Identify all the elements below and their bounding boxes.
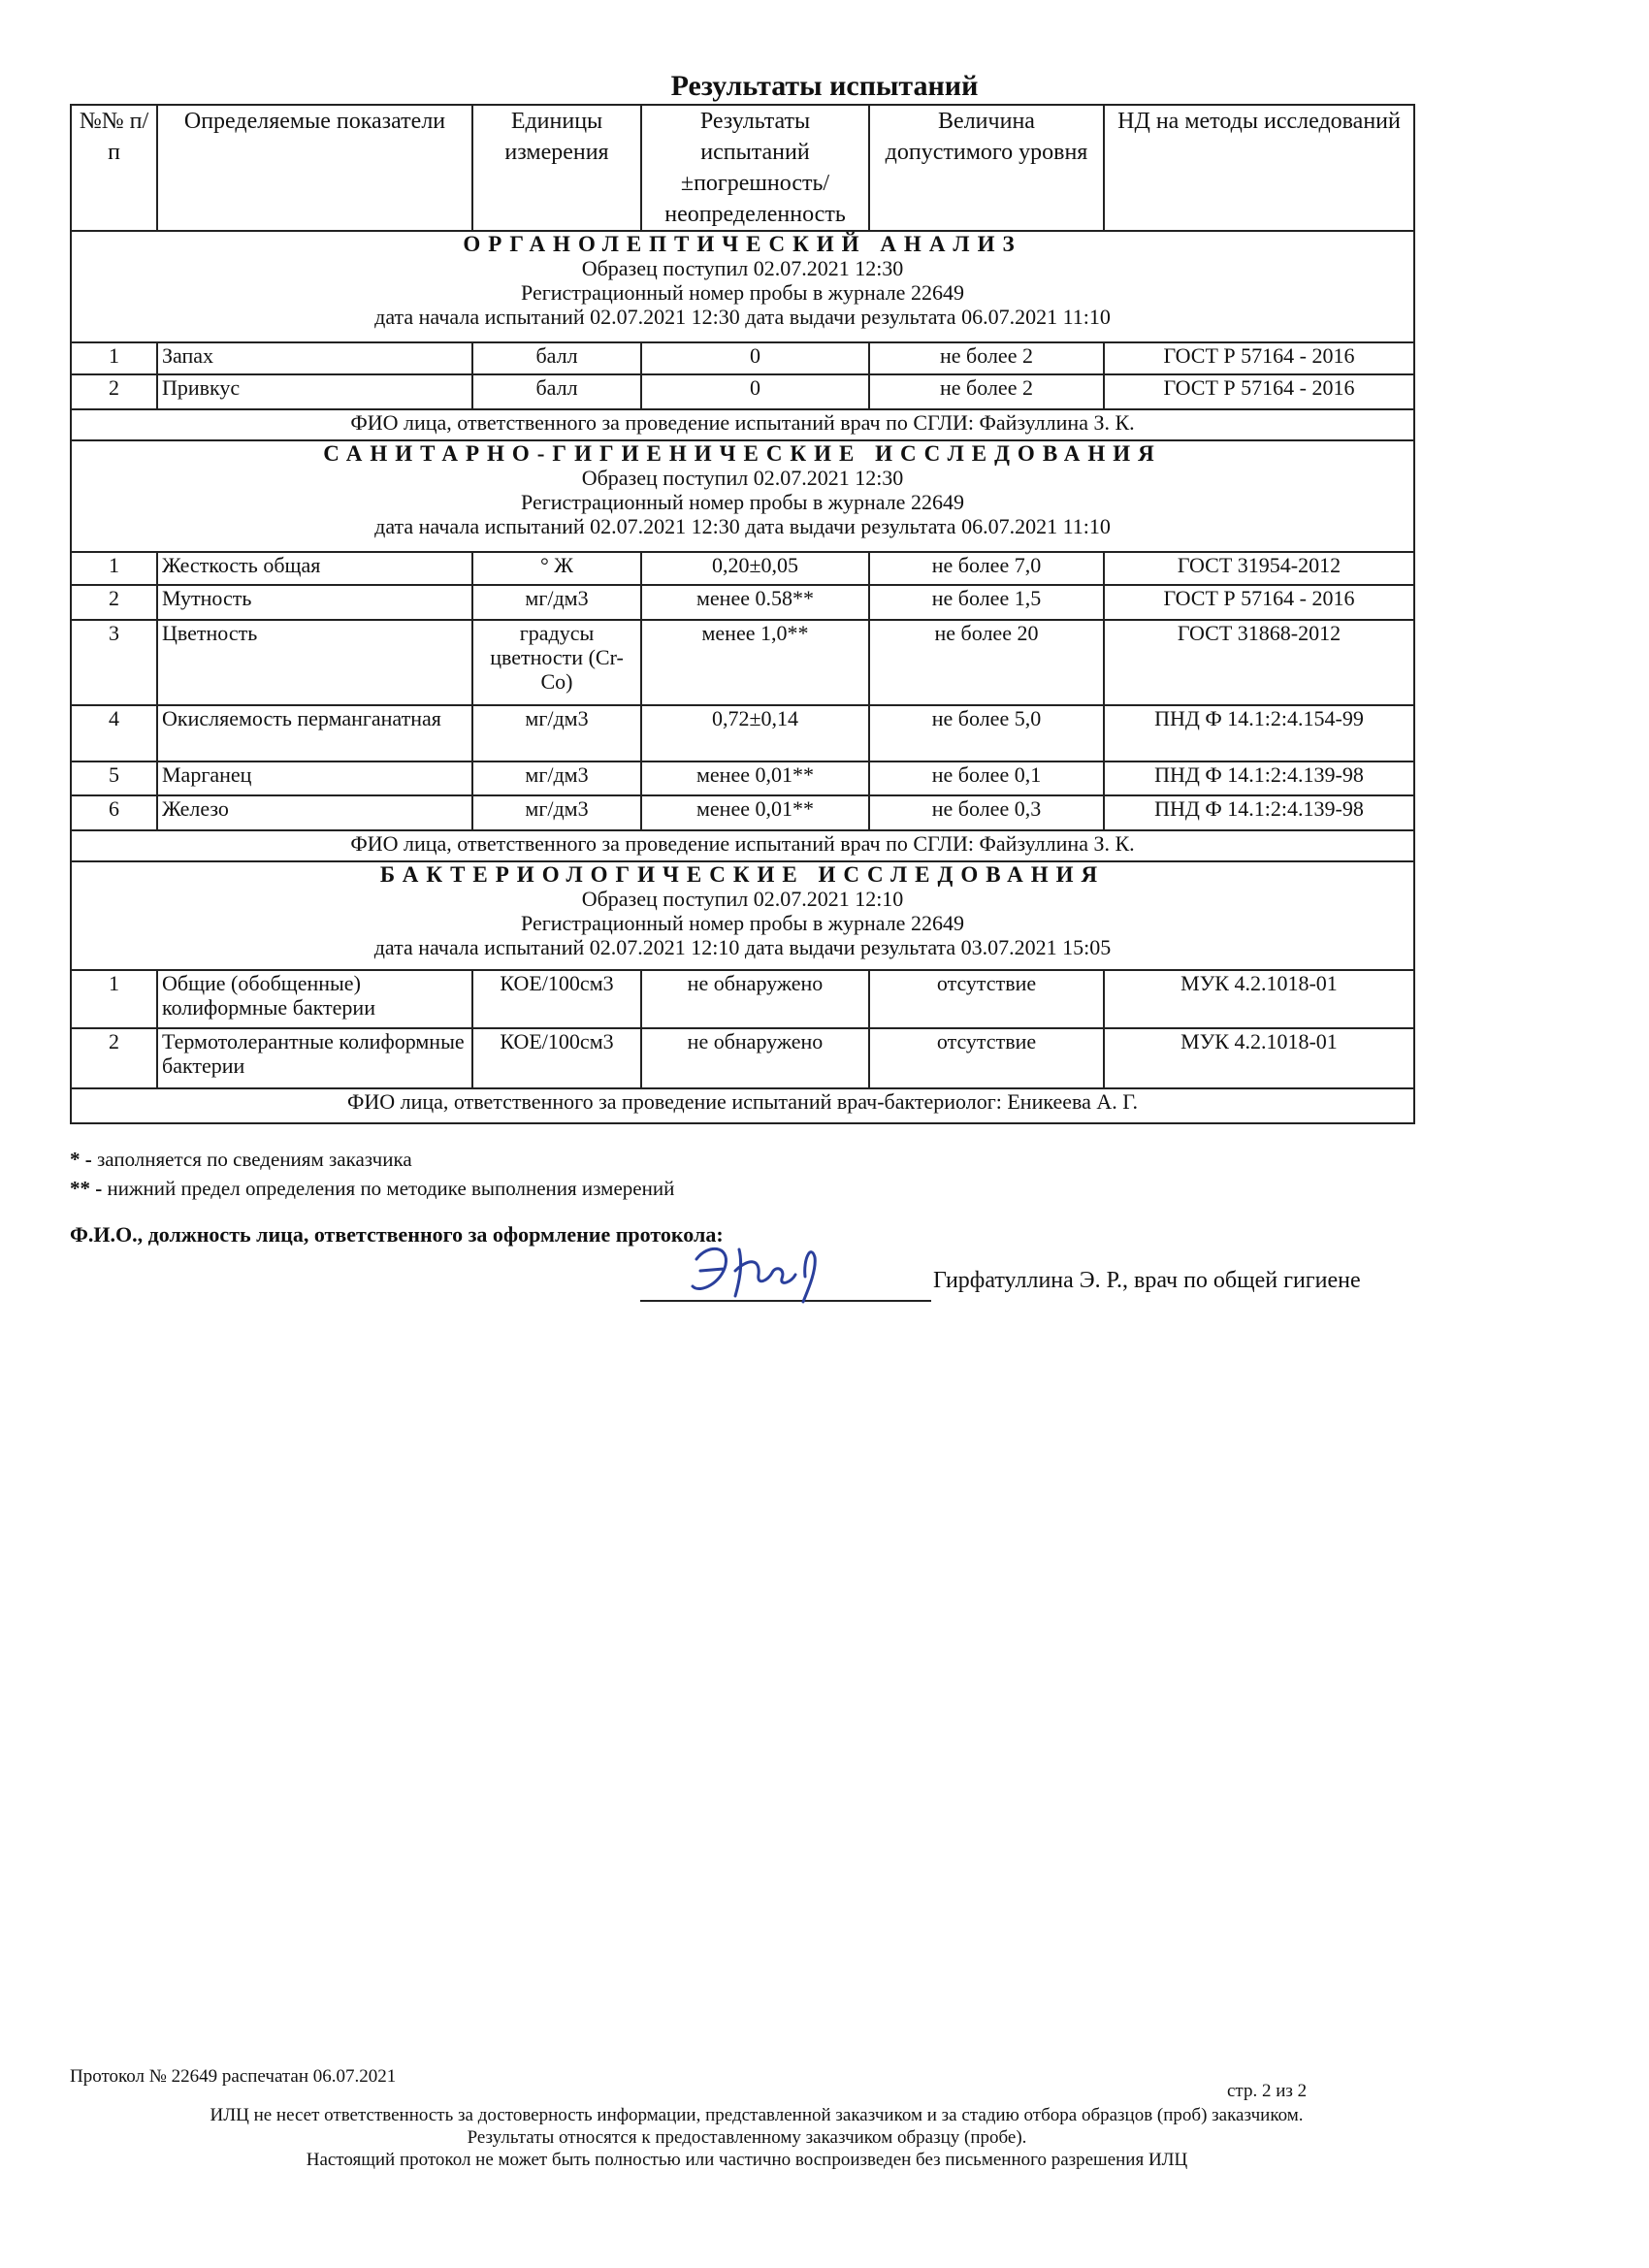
limit: не более 2 [869, 342, 1104, 374]
table-row [71, 705, 1414, 761]
note-star1 [70, 1148, 412, 1172]
disclaimer-3: Настоящий протокол не может быть полностью или частично воспроизведен без письменного разрешения ИЛЦ [306, 2150, 1188, 2170]
row-number: 6 [71, 795, 157, 830]
limit: не более 0,1 [869, 761, 1104, 795]
row-number: 2 [71, 374, 157, 409]
table-row [71, 795, 1414, 830]
method: ПНД Ф 14.1:2:4.139-98 [1104, 795, 1414, 830]
note-star2 [70, 1177, 674, 1201]
result: не обнаружено [641, 1028, 869, 1088]
indicator-name: Жесткость общая [157, 552, 472, 585]
section-title: БАКТЕРИОЛОГИЧЕСКИЕ ИССЛЕДОВАНИЯ [379, 862, 1106, 887]
unit: ° Ж [472, 552, 641, 585]
unit: мг/дм3 [472, 585, 641, 620]
unit: мг/дм3 [472, 761, 641, 795]
result: менее 0,01** [641, 795, 869, 830]
table-row [71, 620, 1414, 705]
limit: не более 1,5 [869, 585, 1104, 620]
results-table [70, 104, 1415, 1124]
method: ГОСТ 31954-2012 [1104, 552, 1414, 585]
method: ГОСТ Р 57164 - 2016 [1104, 342, 1414, 374]
page-title: Результаты испытаний [670, 70, 979, 102]
responsible-person: ФИО лица, ответственного за проведение испытаний врач-бактериолог: Еникеева А. Г. [71, 1088, 1414, 1123]
method: МУК 4.2.1018-01 [1104, 1028, 1414, 1088]
sample-received: Образец поступил 02.07.2021 12:10 [581, 887, 904, 911]
header-cell: Величина допустимого уровня [869, 105, 1104, 231]
header-cell: №№ п/п [71, 105, 157, 231]
protocol-signer-label: Ф.И.О., должность лица, ответственного за оформление протокола: [70, 1222, 724, 1247]
section-header [71, 440, 1414, 552]
result: 0 [641, 342, 869, 374]
indicator-name: Окисляемость перманганатная [157, 705, 472, 761]
header-cell: Определяемые показатели [157, 105, 472, 231]
page-number: стр. 2 из 2 [1227, 2081, 1308, 2101]
signer-name: Гирфатуллина Э. Р., врач по общей гигиене [933, 1268, 1361, 1293]
result: 0,72±0,14 [641, 705, 869, 761]
indicator-name: Цветность [157, 620, 472, 705]
row-number: 2 [71, 585, 157, 620]
header-cell: НД на методы исследований [1104, 105, 1414, 231]
method: ГОСТ Р 57164 - 2016 [1104, 585, 1414, 620]
table-row [71, 585, 1414, 620]
row-number: 4 [71, 705, 157, 761]
limit: отсутствие [869, 970, 1104, 1028]
row-number: 1 [71, 970, 157, 1028]
limit: не более 7,0 [869, 552, 1104, 585]
row-number: 1 [71, 342, 157, 374]
table-row [71, 374, 1414, 409]
limit: не более 2 [869, 374, 1104, 409]
result: менее 1,0** [641, 620, 869, 705]
registration-number: Регистрационный номер пробы в журнале 22649 [521, 911, 964, 935]
method: МУК 4.2.1018-01 [1104, 970, 1414, 1028]
table-row [71, 342, 1414, 374]
limit: не более 20 [869, 620, 1104, 705]
section-title: САНИТАРНО-ГИГИЕНИЧЕСКИЕ ИССЛЕДОВАНИЯ [323, 441, 1162, 466]
indicator-name: Привкус [157, 374, 472, 409]
registration-number: Регистрационный номер пробы в журнале 22649 [521, 280, 964, 305]
signature-icon [679, 1232, 873, 1310]
method: ПНД Ф 14.1:2:4.154-99 [1104, 705, 1414, 761]
header-cell: Единицы измерения [472, 105, 641, 231]
unit: мг/дм3 [472, 795, 641, 830]
responsible-row [71, 1088, 1414, 1123]
unit: мг/дм3 [472, 705, 641, 761]
unit: градусы цветности (Cr-Co) [472, 620, 641, 705]
method: ГОСТ Р 57164 - 2016 [1104, 374, 1414, 409]
test-dates: дата начала испытаний 02.07.2021 12:10 дата выдачи результата 03.07.2021 15:05 [373, 935, 1112, 959]
limit: не более 0,3 [869, 795, 1104, 830]
sample-received: Образец поступил 02.07.2021 12:30 [581, 256, 904, 280]
test-dates: дата начала испытаний 02.07.2021 12:30 дата выдачи результата 06.07.2021 11:10 [374, 514, 1111, 538]
note-text: заполняется по сведениям заказчика [91, 1148, 412, 1171]
section-title: ОРГАНОЛЕПТИЧЕСКИЙ АНАЛИЗ [463, 232, 1022, 256]
row-number: 2 [71, 1028, 157, 1088]
unit: балл [472, 374, 641, 409]
result: менее 0,01** [641, 761, 869, 795]
registration-number: Регистрационный номер пробы в журнале 22649 [521, 490, 964, 514]
row-number: 3 [71, 620, 157, 705]
method: ГОСТ 31868-2012 [1104, 620, 1414, 705]
method: ПНД Ф 14.1:2:4.139-98 [1104, 761, 1414, 795]
section-header [71, 861, 1414, 970]
limit: не более 5,0 [869, 705, 1104, 761]
test-dates: дата начала испытаний 02.07.2021 12:30 дата выдачи результата 06.07.2021 11:10 [374, 305, 1111, 329]
unit: КОЕ/100см3 [472, 970, 641, 1028]
section-header [71, 231, 1414, 342]
note-text: нижний предел определения по методике выполнения измерений [102, 1177, 675, 1200]
header-cell: Результаты испытаний ±погрешность/ неопределенность [641, 105, 869, 231]
table-row [71, 970, 1414, 1028]
table-header-row [71, 105, 1414, 231]
protocol-print-info: Протокол № 22649 распечатан 06.07.2021 [70, 2066, 397, 2087]
note-mark: ** - [70, 1177, 103, 1200]
row-number: 5 [71, 761, 157, 795]
sample-received: Образец поступил 02.07.2021 12:30 [581, 466, 904, 490]
disclaimer-1: ИЛЦ не несет ответственность за достоверность информации, представленной заказчиком и за стадию отбора образцов (проб) заказчиком. [210, 2105, 1304, 2125]
result: менее 0.58** [641, 585, 869, 620]
result: не обнаружено [641, 970, 869, 1028]
indicator-name: Общие (обобщенные) колиформные бактерии [157, 970, 472, 1028]
responsible-person: ФИО лица, ответственного за проведение испытаний врач по СГЛИ: Файзуллина З. К. [71, 409, 1414, 440]
indicator-name: Термотолерантные колиформные бактерии [157, 1028, 472, 1088]
table-row [71, 552, 1414, 585]
result: 0,20±0,05 [641, 552, 869, 585]
responsible-row [71, 409, 1414, 440]
disclaimer-2: Результаты относятся к предоставленному заказчиком образцу (пробе). [467, 2127, 1027, 2148]
unit: КОЕ/100см3 [472, 1028, 641, 1088]
note-mark: * - [70, 1148, 92, 1171]
responsible-row [71, 830, 1414, 861]
indicator-name: Марганец [157, 761, 472, 795]
responsible-person: ФИО лица, ответственного за проведение испытаний врач по СГЛИ: Файзуллина З. К. [71, 830, 1414, 861]
indicator-name: Мутность [157, 585, 472, 620]
limit: отсутствие [869, 1028, 1104, 1088]
indicator-name: Железо [157, 795, 472, 830]
indicator-name: Запах [157, 342, 472, 374]
table-row [71, 1028, 1414, 1088]
unit: балл [472, 342, 641, 374]
table-row [71, 761, 1414, 795]
result: 0 [641, 374, 869, 409]
signature-line [640, 1251, 931, 1302]
row-number: 1 [71, 552, 157, 585]
